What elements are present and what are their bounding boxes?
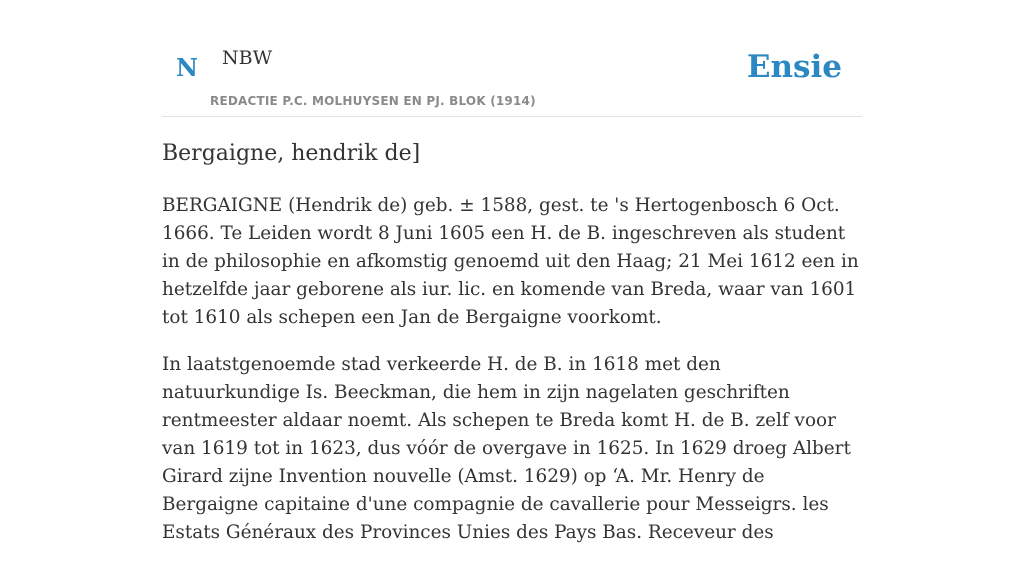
article-body <box>162 192 862 566</box>
source-subtitle: REDACTIE P.C. MOLHUYSEN EN PJ. BLOK (1914) <box>210 94 536 108</box>
page-header <box>162 0 862 117</box>
article-paragraph-2: In laatstgenoemde stad verkeerde H. de B. in 1618 met den natuurkundige Is. Beeckman, die hem in zijn nagelaten geschriften rentmeester aldaar noemt. Als schepen te Breda komt H. de B. zelf voor van 1619 tot in 1623, dus vóór de overgave in 1625. In 1629 droeg Albert Girard zijne Invention nouvelle (Amst. 1629) op ‘A. Mr. Henry de Bergaigne capitaine d'une compagnie de cavallerie pour Messeigrs. les Estats Généraux des Provinces Unies des Pays Bas. Receveur des <box>162 354 851 543</box>
source-name[interactable]: NBW <box>222 47 273 69</box>
article-paragraph-1: BERGAIGNE (Hendrik de) geb. ± 1588, gest. te 's Hertogenbosch 6 Oct. 1666. Te Leiden wordt 8 Juni 1605 een H. de B. ingeschreven als student in de philosophie en afkomstig genoemd uit den Haag; 21 Mei 1612 een in hetzelfde jaar geborene als iur. lic. en komende van Breda, waar van 1601 tot 1610 als schepen een Jan de Bergaigne voorkomt. <box>162 195 859 328</box>
article-title: Bergaigne, hendrik de] <box>162 141 421 166</box>
source-logo[interactable]: N <box>176 53 198 82</box>
ensie-logo[interactable]: Ensie <box>746 49 842 85</box>
